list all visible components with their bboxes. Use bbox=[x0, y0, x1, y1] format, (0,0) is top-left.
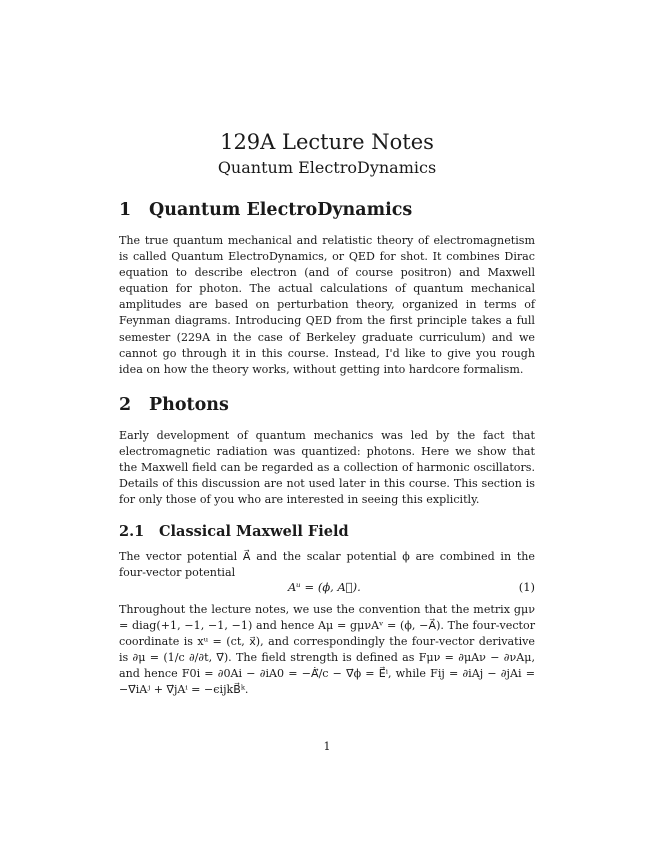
subsection-body-paragraph: Throughout the lecture notes, we use the convention that the metrix gμν = diag(+1, −1, −1, −1) and hence Aμ = gμνAᵛ = (ϕ, −A⃗). The four-vector coordinate is xᵘ = (ct, x⃗), and correspondingly the four-vector derivative is ∂μ = (1/c ∂/∂t, ∇⃗). The field strength is defined as Fμν = ∂μAν − ∂νAμ, and hence F0i = ∂0Ai − ∂iA0 = −Ȧ⃗/c − ∇⃗ϕ = E⃗ⁱ, while Fij = ∂iAj − ∂jAi = −∇⃗iAʲ + ∇⃗jAⁱ = −ϵijkB⃗ᵏ. bbox=[119, 603, 535, 697]
equation-number: (1) bbox=[518, 580, 535, 594]
document-subtitle: Quantum ElectroDynamics bbox=[217, 158, 437, 177]
equation-expression: Aᵘ = (ϕ, A⃗). bbox=[288, 580, 361, 594]
section-title: Quantum ElectroDynamics bbox=[149, 200, 413, 220]
section-1-paragraph: The true quantum mechanical and relatistic theory of electromagnetism is called Quantum ElectroDynamics, or QED for shot. It combines Dirac equation to describe electron (and of course positron) and Maxwell equation for photon. The actual calculations of quantum mechanical amplitudes are based on perturbation theory, organized in terms of Feynman diagrams. Introducing QED from the first principle takes a full semester (229A in the case of Berkeley graduate curriculum) and we cannot go through it in this course. Instead, I'd like to give you rough idea on how the theory works, without getting into hardcore formalism. bbox=[119, 234, 535, 376]
page-number: 1 bbox=[323, 740, 331, 753]
section-title: Photons bbox=[149, 395, 229, 415]
section-heading-1 bbox=[119, 200, 412, 220]
subsection-number: 2.1 bbox=[119, 523, 145, 540]
subsection-title: Classical Maxwell Field bbox=[159, 523, 349, 540]
subsection-heading-2-1 bbox=[119, 523, 349, 540]
document-title: 129A Lecture Notes bbox=[220, 130, 434, 154]
subsection-intro-paragraph: The vector potential A⃗ and the scalar potential ϕ are combined in the four-vector potential bbox=[119, 550, 535, 580]
section-heading-2 bbox=[119, 395, 229, 415]
section-number: 2 bbox=[119, 395, 132, 415]
section-2-paragraph: Early development of quantum mechanics was led by the fact that electromagnetic radiation was quantized: photons. Here we show that the Maxwell field can be regarded as a collection of harmonic oscillators. Details of this discussion are not used later in this course. This section is for only those of you who are interested in seeing this explicitly. bbox=[119, 429, 535, 507]
section-number: 1 bbox=[119, 200, 132, 220]
